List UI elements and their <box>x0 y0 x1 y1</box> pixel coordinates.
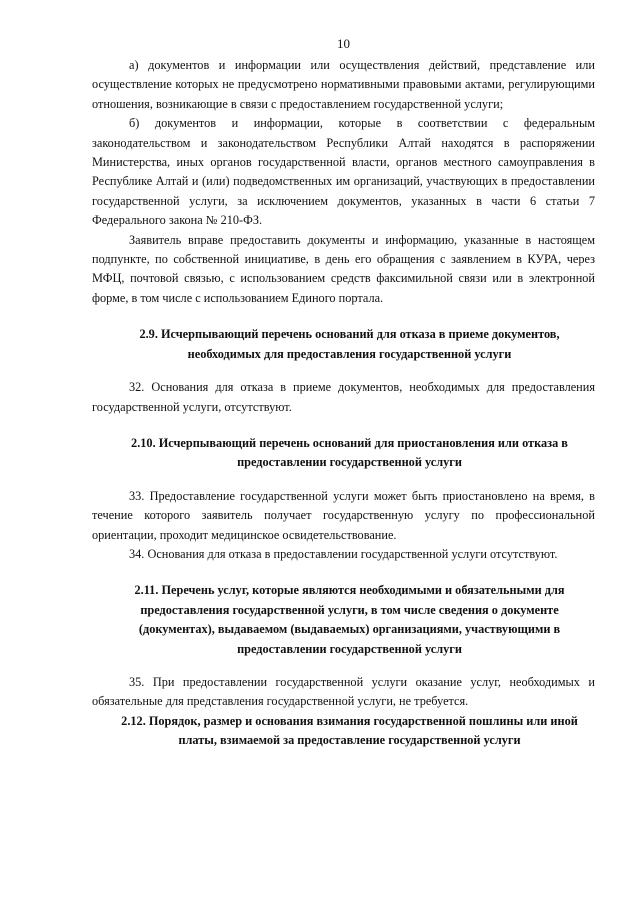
paragraph-32: 32. Основания для отказа в приеме документов, необходимых для предоставления государственной услуги, отсутствуют. <box>92 380 595 414</box>
heading-2-11: 2.11. Перечень услуг, которые являются необходимыми и обязательными для предоставления государственной услуги, в том числе сведения о документе (документах), выдаваемом (выдаваемых) организациями, участвующими в предоставлении государственной услуги <box>134 583 565 656</box>
paragraph-b: б) документов и информации, которые в соответствии с федеральным законодательством и законодательством Республики Алтай находятся в распоряжении Министерства, иных органов государственной власти, органов местного самоуправления в Республике Алтай и (или) подведомственных им организаций, участвующих в предоставлении государственной услуги, за исключением документов, указанных в части 6 статьи 7 Федерального закона № 210-ФЗ. <box>92 116 595 228</box>
spacer <box>92 417 595 434</box>
document-page <box>92 34 595 751</box>
heading-2-12: 2.12. Порядок, размер и основания взимания государственной пошлины или иной платы, взимаемой за предоставление государственной услуги <box>121 713 578 748</box>
spacer <box>92 364 595 378</box>
spacer <box>92 659 595 673</box>
paragraph-applicant-right: Заявитель вправе предоставить документы и информацию, указанные в настоящем подпункте, по собственной инициативе, в день его обращения с заявлением в КУРА, через МФЦ, почтовой связью, с использованием средств факсимильной связи или в электронной форме, в том числе с использованием Единого портала. <box>92 232 595 305</box>
paragraph-35: 35. При предоставлении государственной услуги оказание услуг, необходимых и обязательные для представления государственной услуги, не требуется. <box>92 674 595 709</box>
heading-2-10: 2.10. Исчерпывающий перечень оснований для приостановления или отказа в предоставлении государственной услуги <box>131 435 568 470</box>
page-number: 10 <box>337 36 350 51</box>
heading-2-9: 2.9. Исчерпывающий перечень оснований для отказа в приеме документов, необходимых для предоставления государственной услуги <box>139 327 560 361</box>
paragraph-33: 33. Предоставление государственной услуги может быть приостановлено на время, в течение которого заявитель получает государственную услугу по профессиональной ориентации, проходит медицинское освидетельствование. <box>92 488 595 542</box>
paragraph-a: а) документов и информации или осуществления действий, представление или осуществление которых не предусмотрено нормативными правовыми актами, регулирующими отношения, возникающие в связи с предоставлением государственной услуги; <box>92 58 595 111</box>
spacer <box>92 308 595 325</box>
paragraph-34: 34. Основания для отказа в предоставлении государственной услуги отсутствуют. <box>129 546 558 561</box>
spacer <box>92 473 595 487</box>
spacer <box>92 564 595 581</box>
